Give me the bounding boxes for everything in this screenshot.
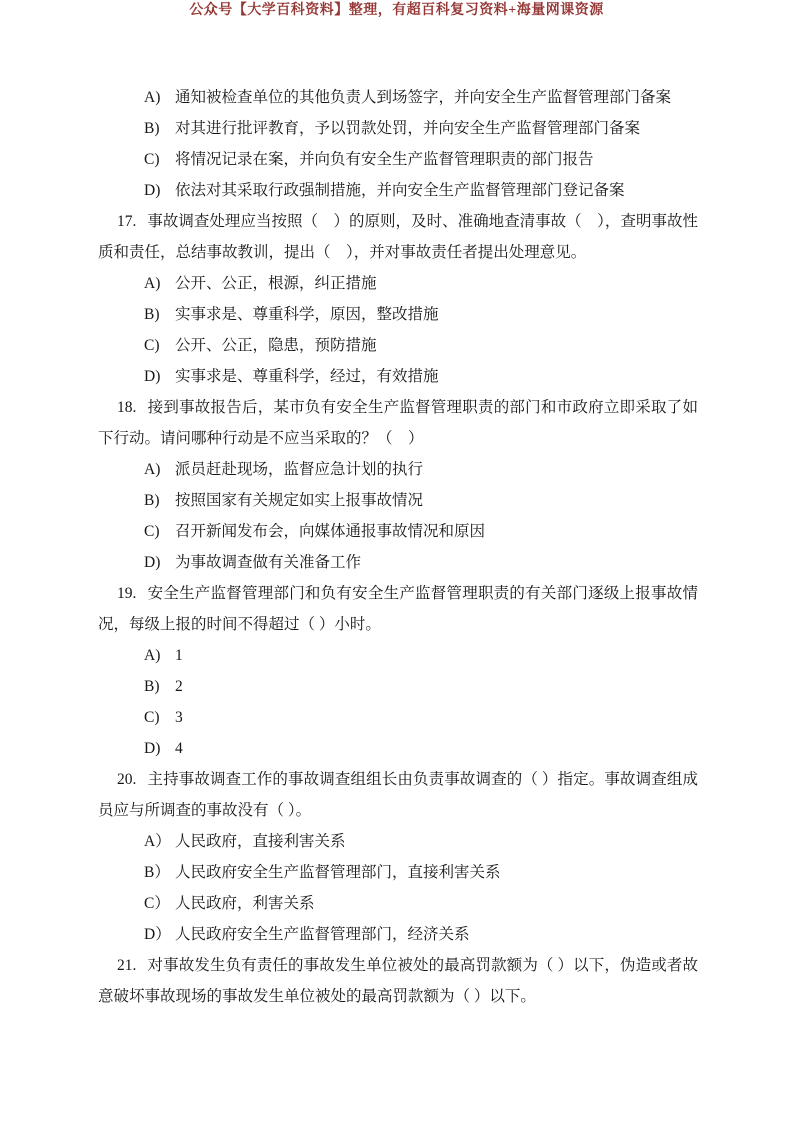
page-header-note: 公众号【大学百科资料】整理，有超百科复习资料+海量网课资源 xyxy=(189,3,604,18)
option-label: A) xyxy=(144,647,161,664)
option-line xyxy=(98,640,698,671)
option-label: C) xyxy=(144,151,160,168)
option-label: D) xyxy=(144,740,161,757)
option-text: 按照国家有关规定如实上报事故情况 xyxy=(175,492,424,509)
question-21 xyxy=(98,950,698,1012)
option-line xyxy=(98,671,698,702)
option-text: 人民政府安全生产监督管理部门，直接利害关系 xyxy=(175,864,501,881)
option-line xyxy=(98,175,698,206)
option-line xyxy=(98,733,698,764)
option-label: C) xyxy=(144,337,160,354)
option-label: C) xyxy=(144,523,160,540)
question-number: 18. xyxy=(117,399,137,416)
option-line xyxy=(98,82,698,113)
question-stem xyxy=(98,950,698,1012)
option-line xyxy=(98,144,698,175)
question-stem xyxy=(98,206,698,268)
option-text: 2 xyxy=(175,678,183,695)
option-text: 4 xyxy=(175,740,183,757)
option-label: A) xyxy=(144,275,161,292)
option-text: 派员赶赴现场，监督应急计划的执行 xyxy=(175,461,424,478)
option-label: C) xyxy=(144,709,160,726)
option-label: D) xyxy=(144,182,161,199)
option-line xyxy=(98,299,698,330)
option-text: 召开新闻发布会，向媒体通报事故情况和原因 xyxy=(175,523,486,540)
option-text: 实事求是、尊重科学，经过，有效措施 xyxy=(175,368,439,385)
option-text: 将情况记录在案，并向负有安全生产监督管理职责的部门报告 xyxy=(175,151,594,168)
option-line xyxy=(98,857,698,888)
question-stem xyxy=(98,578,698,640)
document-content xyxy=(98,82,698,1012)
question-16-options xyxy=(98,82,698,206)
question-number: 17. xyxy=(117,213,137,230)
option-text: 实事求是、尊重科学，原因，整改措施 xyxy=(175,306,439,323)
option-label: B) xyxy=(144,120,160,137)
question-number: 19. xyxy=(117,585,137,602)
option-label: A） xyxy=(144,833,171,850)
option-text: 人民政府安全生产监督管理部门，经济关系 xyxy=(175,926,470,943)
option-line xyxy=(98,330,698,361)
option-line xyxy=(98,113,698,144)
option-line xyxy=(98,826,698,857)
option-text: 人民政府，利害关系 xyxy=(175,895,315,912)
option-label: D) xyxy=(144,368,161,385)
option-label: B) xyxy=(144,492,160,509)
question-text: 安全生产监督管理部门和负有安全生产监督管理职责的有关部门逐级上报事故情况，每级上报的时间不得超过（ ）小时。 xyxy=(98,585,698,633)
option-text: 1 xyxy=(175,647,183,664)
question-number: 21. xyxy=(117,957,137,974)
question-20 xyxy=(98,764,698,950)
option-label: B) xyxy=(144,306,160,323)
option-text: 为事故调查做有关准备工作 xyxy=(175,554,362,571)
question-text: 主持事故调查工作的事故调查组组长由负责事故调查的（ ）指定。事故调查组成员应与所调查的事故没有（ ）。 xyxy=(98,771,698,819)
option-line xyxy=(98,702,698,733)
option-line xyxy=(98,454,698,485)
option-label: C） xyxy=(144,895,170,912)
option-label: B） xyxy=(144,864,170,881)
question-17 xyxy=(98,206,698,392)
question-text: 对事故发生负有责任的事故发生单位被处的最高罚款额为（ ）以下，伪造或者故意破坏事故现场的事故发生单位被处的最高罚款额为（ ）以下。 xyxy=(98,957,698,1005)
option-text: 3 xyxy=(175,709,183,726)
option-line xyxy=(98,516,698,547)
option-text: 依法对其采取行政强制措施，并向安全生产监督管理部门登记备案 xyxy=(175,182,625,199)
option-line xyxy=(98,361,698,392)
option-line xyxy=(98,919,698,950)
option-text: 对其进行批评教育，予以罚款处罚，并向安全生产监督管理部门备案 xyxy=(175,120,641,137)
question-number: 20. xyxy=(117,771,137,788)
question-stem xyxy=(98,764,698,826)
question-18 xyxy=(98,392,698,578)
option-label: A) xyxy=(144,89,161,106)
option-line xyxy=(98,888,698,919)
option-text: 人民政府，直接利害关系 xyxy=(175,833,346,850)
option-line xyxy=(98,485,698,516)
question-19 xyxy=(98,578,698,764)
option-text: 公开、公正，隐患，预防措施 xyxy=(175,337,377,354)
option-line xyxy=(98,268,698,299)
question-stem xyxy=(98,392,698,454)
option-label: D) xyxy=(144,554,161,571)
option-line xyxy=(98,547,698,578)
question-text: 事故调查处理应当按照（ ）的原则，及时、准确地查清事故（ ），查明事故性质和责任，总结事故教训，提出（ ），并对事故责任者提出处理意见。 xyxy=(98,213,698,261)
option-label: B) xyxy=(144,678,160,695)
option-label: A) xyxy=(144,461,161,478)
option-text: 通知被检查单位的其他负责人到场签字，并向安全生产监督管理部门备案 xyxy=(175,89,672,106)
option-label: D） xyxy=(144,926,171,943)
option-text: 公开、公正，根源，纠正措施 xyxy=(175,275,377,292)
question-text: 接到事故报告后，某市负有安全生产监督管理职责的部门和市政府立即采取了如下行动。请问哪种行动是不应当采取的？（ ） xyxy=(98,399,698,447)
